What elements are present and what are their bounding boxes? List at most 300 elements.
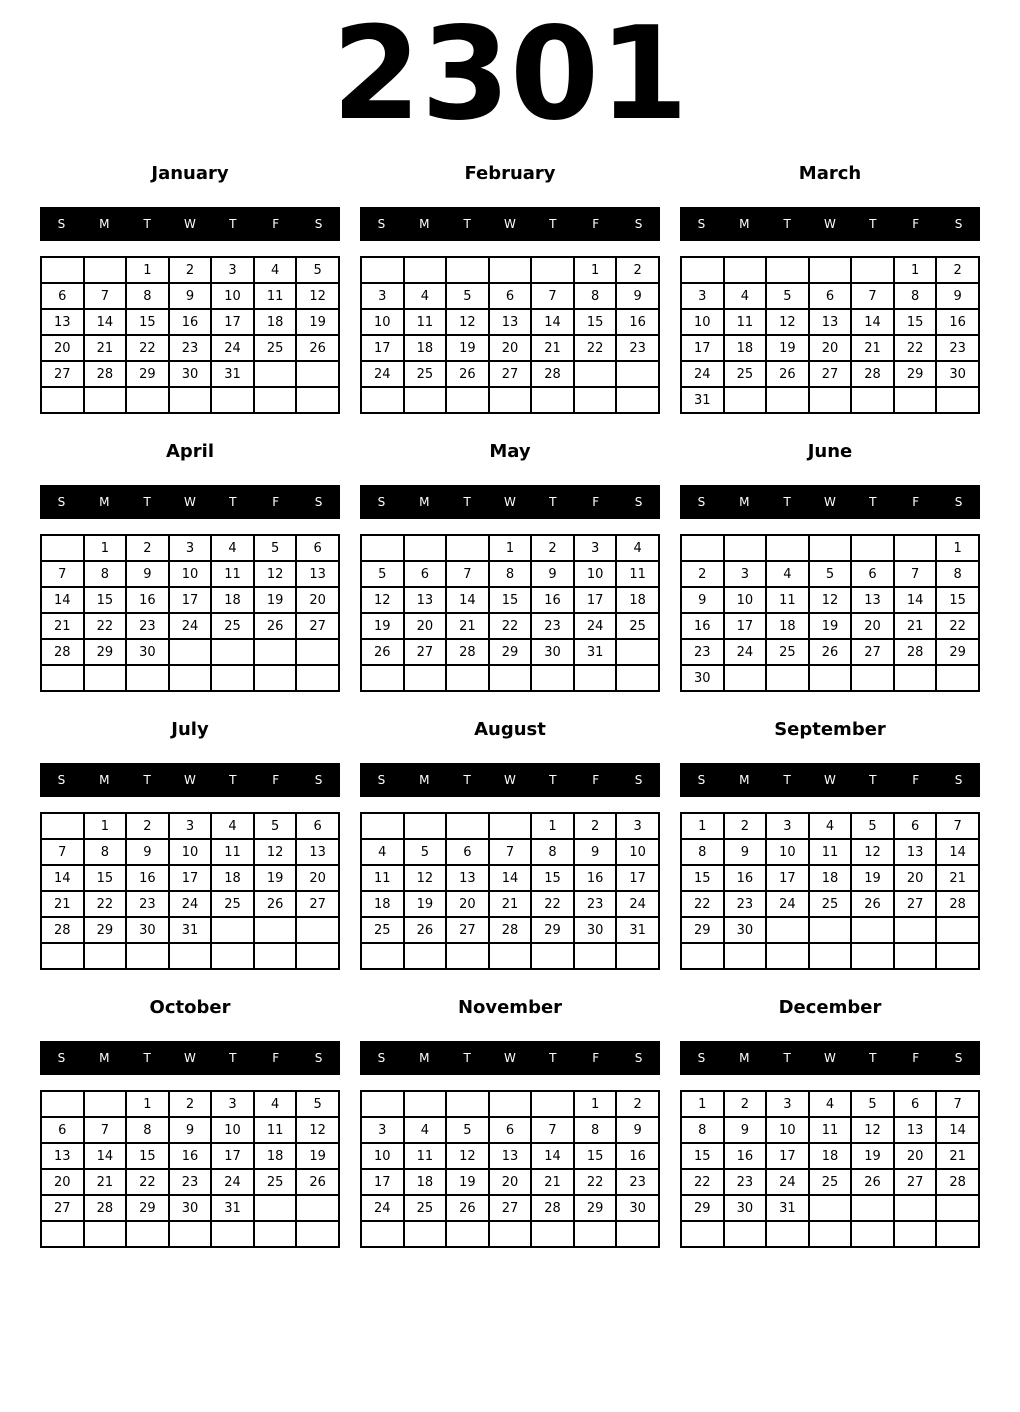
day-cell: 6 [404, 561, 447, 587]
day-cell: 14 [851, 309, 894, 335]
day-cell: 11 [809, 1117, 852, 1143]
month-days-body [681, 813, 979, 969]
day-cell: 30 [169, 361, 212, 387]
day-cell: 16 [616, 309, 659, 335]
day-cell: 26 [361, 639, 404, 665]
day-cell: 16 [169, 1143, 212, 1169]
day-cell: 16 [531, 587, 574, 613]
day-cell [126, 943, 169, 969]
day-cell: 25 [404, 361, 447, 387]
weekday-header [40, 207, 340, 241]
day-cell [84, 943, 127, 969]
day-cell: 29 [574, 1195, 617, 1221]
weekday-label: W [824, 495, 836, 509]
day-cell [724, 257, 767, 283]
day-cell: 9 [681, 587, 724, 613]
weekday-label: M [739, 495, 750, 509]
day-cell: 5 [296, 1091, 339, 1117]
week-row [361, 561, 659, 587]
day-cell: 23 [616, 1169, 659, 1195]
day-cell: 3 [724, 561, 767, 587]
day-cell: 27 [489, 1195, 532, 1221]
day-cell [404, 1221, 447, 1247]
day-cell: 16 [724, 865, 767, 891]
day-cell [681, 257, 724, 283]
day-cell: 12 [851, 1117, 894, 1143]
day-cell [84, 1221, 127, 1247]
day-cell: 12 [404, 865, 447, 891]
weekday-label: S [954, 495, 963, 509]
day-cell: 1 [681, 813, 724, 839]
day-cell: 29 [681, 1195, 724, 1221]
day-cell: 11 [724, 309, 767, 335]
day-cell: 12 [296, 283, 339, 309]
day-cell: 27 [894, 1169, 937, 1195]
week-row [681, 361, 979, 387]
day-cell: 1 [574, 1091, 617, 1117]
weekday-label: S [314, 1051, 323, 1065]
day-cell [361, 1221, 404, 1247]
day-cell: 11 [361, 865, 404, 891]
day-cell: 17 [211, 309, 254, 335]
week-row [681, 665, 979, 691]
week-row [41, 1221, 339, 1247]
day-cell: 2 [169, 1091, 212, 1117]
day-cell: 1 [574, 257, 617, 283]
month-title: October [149, 996, 231, 1018]
weekday-label: T [869, 495, 877, 509]
day-cell: 14 [446, 587, 489, 613]
day-cell: 12 [809, 587, 852, 613]
week-row [681, 1143, 979, 1169]
day-cell: 18 [404, 1169, 447, 1195]
day-cell: 3 [361, 1117, 404, 1143]
day-cell: 7 [936, 813, 979, 839]
weekday-label: W [184, 495, 196, 509]
day-cell: 30 [724, 917, 767, 943]
day-cell: 12 [254, 839, 297, 865]
day-cell [446, 535, 489, 561]
day-cell: 16 [936, 309, 979, 335]
week-row [41, 361, 339, 387]
day-cell [296, 1221, 339, 1247]
day-cell: 19 [766, 335, 809, 361]
day-cell: 16 [169, 309, 212, 335]
day-cell: 2 [936, 257, 979, 283]
week-row [41, 943, 339, 969]
day-cell: 25 [809, 1169, 852, 1195]
day-cell: 29 [126, 361, 169, 387]
day-cell: 19 [254, 865, 297, 891]
day-cell: 8 [681, 1117, 724, 1143]
day-cell [211, 387, 254, 413]
day-cell: 8 [531, 839, 574, 865]
day-cell: 15 [489, 587, 532, 613]
day-cell [41, 1221, 84, 1247]
day-cell [894, 387, 937, 413]
day-cell [361, 813, 404, 839]
day-cell: 10 [361, 309, 404, 335]
month-title: May [489, 440, 531, 462]
day-cell: 22 [574, 1169, 617, 1195]
weekday-label: T [783, 495, 791, 509]
weekday-label: S [697, 217, 706, 231]
weekday-label: W [504, 773, 516, 787]
weekday-label: T [869, 773, 877, 787]
week-row [41, 917, 339, 943]
day-cell [531, 665, 574, 691]
day-cell: 26 [766, 361, 809, 387]
week-row [361, 587, 659, 613]
weekday-label: F [592, 1051, 600, 1065]
day-cell: 31 [574, 639, 617, 665]
weekday-label: T [229, 495, 237, 509]
day-cell: 10 [211, 1117, 254, 1143]
day-cell [84, 665, 127, 691]
day-cell: 8 [681, 839, 724, 865]
day-cell: 16 [574, 865, 617, 891]
day-cell: 22 [126, 335, 169, 361]
month-days-body [361, 257, 659, 413]
day-cell [404, 813, 447, 839]
day-cell: 5 [446, 1117, 489, 1143]
day-cell: 29 [126, 1195, 169, 1221]
weekday-label: F [272, 773, 280, 787]
day-cell: 12 [361, 587, 404, 613]
day-cell [766, 387, 809, 413]
week-row [681, 613, 979, 639]
day-cell [169, 639, 212, 665]
day-cell: 1 [936, 535, 979, 561]
day-cell: 28 [489, 917, 532, 943]
month-block [360, 706, 660, 984]
week-row [361, 639, 659, 665]
day-cell [574, 665, 617, 691]
day-cell: 25 [616, 613, 659, 639]
day-cell: 11 [254, 283, 297, 309]
day-cell [254, 665, 297, 691]
day-cell: 13 [489, 309, 532, 335]
day-cell: 17 [616, 865, 659, 891]
week-row [41, 1091, 339, 1117]
week-row [41, 1169, 339, 1195]
weekday-label: W [824, 1051, 836, 1065]
month-days-body [681, 1091, 979, 1247]
day-cell: 15 [574, 309, 617, 335]
weekday-label: W [504, 217, 516, 231]
day-cell: 6 [894, 813, 937, 839]
day-cell [936, 387, 979, 413]
day-cell: 8 [84, 561, 127, 587]
weekday-label: W [824, 217, 836, 231]
day-cell: 20 [296, 587, 339, 613]
day-cell: 7 [936, 1091, 979, 1117]
day-cell: 26 [254, 613, 297, 639]
week-row [681, 891, 979, 917]
day-cell: 16 [681, 613, 724, 639]
day-cell: 16 [126, 865, 169, 891]
week-row [41, 535, 339, 561]
weekday-label: S [377, 217, 386, 231]
month-title: July [171, 718, 209, 740]
weekday-label: W [184, 1051, 196, 1065]
day-cell: 11 [211, 561, 254, 587]
day-cell [894, 1221, 937, 1247]
weekday-label: T [143, 495, 151, 509]
day-cell: 8 [126, 1117, 169, 1143]
day-cell [254, 361, 297, 387]
day-cell: 24 [616, 891, 659, 917]
day-cell [446, 665, 489, 691]
weekday-label: T [549, 773, 557, 787]
day-cell: 5 [254, 535, 297, 561]
day-cell [851, 1221, 894, 1247]
month-title: June [807, 440, 853, 462]
day-cell: 11 [809, 839, 852, 865]
day-cell: 28 [531, 361, 574, 387]
day-cell: 14 [41, 865, 84, 891]
day-cell: 3 [616, 813, 659, 839]
day-cell [126, 387, 169, 413]
day-cell [894, 943, 937, 969]
day-cell [41, 387, 84, 413]
week-row [361, 891, 659, 917]
weekday-label: T [549, 217, 557, 231]
day-cell [211, 917, 254, 943]
day-cell: 28 [84, 361, 127, 387]
weekday-label: F [912, 495, 920, 509]
day-cell [254, 387, 297, 413]
day-cell [809, 943, 852, 969]
day-cell: 9 [724, 1117, 767, 1143]
week-row [681, 309, 979, 335]
day-cell: 6 [296, 535, 339, 561]
day-cell: 5 [809, 561, 852, 587]
day-cell: 18 [809, 865, 852, 891]
day-cell: 19 [254, 587, 297, 613]
day-cell: 7 [851, 283, 894, 309]
day-cell: 25 [724, 361, 767, 387]
weekday-label: S [954, 1051, 963, 1065]
day-cell: 5 [254, 813, 297, 839]
day-cell [574, 361, 617, 387]
day-cell: 1 [681, 1091, 724, 1117]
day-cell [404, 257, 447, 283]
day-cell: 27 [296, 613, 339, 639]
day-cell: 8 [574, 1117, 617, 1143]
day-cell: 26 [254, 891, 297, 917]
day-cell: 2 [574, 813, 617, 839]
weekday-label: T [229, 217, 237, 231]
day-cell: 14 [531, 1143, 574, 1169]
weekday-label: M [419, 217, 430, 231]
day-cell: 26 [851, 1169, 894, 1195]
day-cell: 30 [936, 361, 979, 387]
day-cell [809, 665, 852, 691]
day-cell [851, 917, 894, 943]
week-row [361, 665, 659, 691]
day-cell: 10 [169, 839, 212, 865]
day-cell: 23 [531, 613, 574, 639]
day-cell [361, 387, 404, 413]
weekday-label: W [184, 217, 196, 231]
month-title: August [474, 718, 546, 740]
day-cell: 12 [296, 1117, 339, 1143]
day-cell: 25 [809, 891, 852, 917]
day-cell: 18 [616, 587, 659, 613]
day-cell: 6 [809, 283, 852, 309]
day-cell: 8 [84, 839, 127, 865]
week-row [361, 943, 659, 969]
day-cell: 12 [446, 1143, 489, 1169]
week-row [361, 1091, 659, 1117]
day-cell: 27 [894, 891, 937, 917]
weekday-label: S [314, 495, 323, 509]
month-days-table [680, 256, 980, 414]
weekday-label: T [143, 773, 151, 787]
month-block [680, 150, 980, 428]
month-days-table [40, 812, 340, 970]
day-cell: 24 [766, 1169, 809, 1195]
day-cell: 13 [296, 839, 339, 865]
day-cell: 7 [41, 839, 84, 865]
week-row [681, 839, 979, 865]
month-days-body [361, 813, 659, 969]
day-cell [681, 535, 724, 561]
day-cell: 14 [936, 839, 979, 865]
day-cell: 31 [211, 1195, 254, 1221]
day-cell [296, 1195, 339, 1221]
day-cell: 27 [404, 639, 447, 665]
day-cell: 16 [724, 1143, 767, 1169]
day-cell: 4 [404, 1117, 447, 1143]
day-cell [361, 1091, 404, 1117]
day-cell: 11 [404, 309, 447, 335]
day-cell [254, 639, 297, 665]
month-days-table [360, 1090, 660, 1248]
day-cell: 4 [361, 839, 404, 865]
day-cell: 13 [296, 561, 339, 587]
weekday-label: S [954, 773, 963, 787]
day-cell: 12 [766, 309, 809, 335]
day-cell: 4 [254, 1091, 297, 1117]
day-cell: 21 [446, 613, 489, 639]
day-cell [446, 813, 489, 839]
week-row [41, 1195, 339, 1221]
day-cell: 15 [84, 865, 127, 891]
week-row [361, 309, 659, 335]
day-cell: 3 [169, 813, 212, 839]
day-cell [489, 257, 532, 283]
day-cell: 10 [766, 1117, 809, 1143]
weekday-label: F [912, 1051, 920, 1065]
day-cell: 14 [936, 1117, 979, 1143]
day-cell: 25 [211, 613, 254, 639]
day-cell: 4 [809, 1091, 852, 1117]
day-cell: 28 [851, 361, 894, 387]
day-cell: 30 [724, 1195, 767, 1221]
week-row [41, 665, 339, 691]
day-cell: 30 [531, 639, 574, 665]
day-cell [531, 1091, 574, 1117]
day-cell: 6 [41, 283, 84, 309]
day-cell: 23 [574, 891, 617, 917]
day-cell [851, 535, 894, 561]
weekday-header [40, 485, 340, 519]
day-cell: 1 [489, 535, 532, 561]
day-cell [296, 917, 339, 943]
day-cell: 26 [851, 891, 894, 917]
day-cell: 5 [404, 839, 447, 865]
week-row [681, 1091, 979, 1117]
week-row [681, 917, 979, 943]
day-cell: 20 [489, 335, 532, 361]
month-title: February [464, 162, 556, 184]
day-cell: 19 [296, 1143, 339, 1169]
weekday-label: F [272, 217, 280, 231]
day-cell: 23 [681, 639, 724, 665]
day-cell: 9 [126, 561, 169, 587]
day-cell: 24 [574, 613, 617, 639]
day-cell [724, 535, 767, 561]
day-cell: 13 [851, 587, 894, 613]
day-cell: 20 [894, 1143, 937, 1169]
day-cell: 27 [851, 639, 894, 665]
day-cell [851, 387, 894, 413]
day-cell [489, 813, 532, 839]
day-cell: 30 [574, 917, 617, 943]
day-cell [446, 1221, 489, 1247]
day-cell: 2 [169, 257, 212, 283]
day-cell: 2 [126, 535, 169, 561]
day-cell: 3 [361, 283, 404, 309]
day-cell [936, 917, 979, 943]
day-cell: 31 [616, 917, 659, 943]
weekday-label: S [377, 1051, 386, 1065]
weekday-label: M [99, 217, 110, 231]
day-cell [361, 535, 404, 561]
week-row [41, 813, 339, 839]
day-cell [489, 1221, 532, 1247]
day-cell [574, 1221, 617, 1247]
day-cell: 23 [169, 335, 212, 361]
week-row [361, 1169, 659, 1195]
weekday-label: T [869, 217, 877, 231]
day-cell: 15 [126, 309, 169, 335]
weekday-label: S [697, 773, 706, 787]
day-cell: 10 [616, 839, 659, 865]
day-cell: 10 [169, 561, 212, 587]
week-row [681, 257, 979, 283]
day-cell: 4 [766, 561, 809, 587]
day-cell: 9 [169, 1117, 212, 1143]
day-cell: 7 [531, 1117, 574, 1143]
day-cell [574, 387, 617, 413]
day-cell [809, 1221, 852, 1247]
day-cell [296, 943, 339, 969]
day-cell: 29 [531, 917, 574, 943]
weekday-label: F [592, 773, 600, 787]
day-cell: 13 [41, 309, 84, 335]
day-cell: 1 [84, 535, 127, 561]
day-cell: 18 [361, 891, 404, 917]
day-cell [766, 665, 809, 691]
weekday-label: T [869, 1051, 877, 1065]
year-title-wrap [0, 0, 1020, 150]
weekday-label: M [419, 773, 430, 787]
day-cell: 17 [211, 1143, 254, 1169]
day-cell: 24 [361, 1195, 404, 1221]
